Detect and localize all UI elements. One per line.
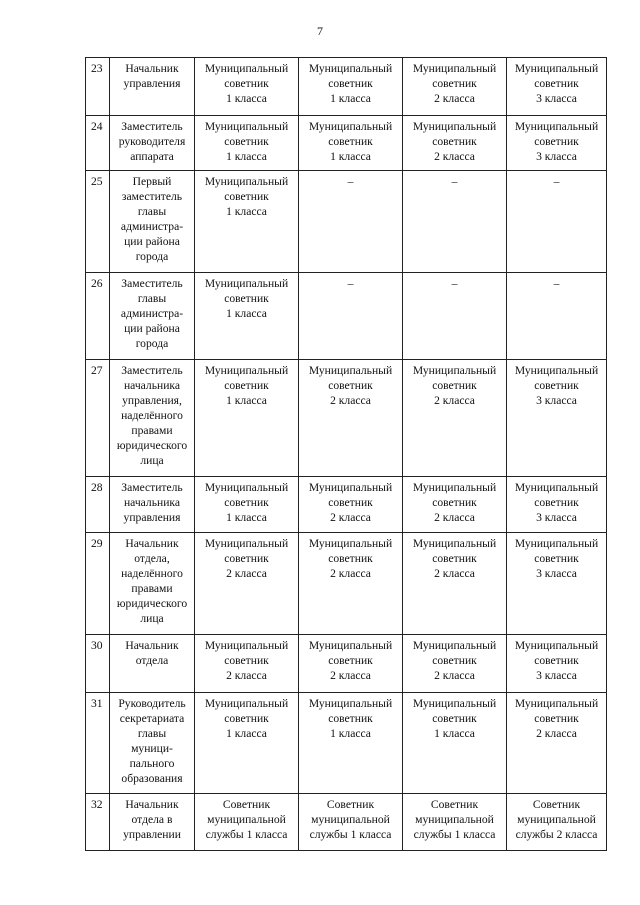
rank-cell: Муниципальный советник 2 класса: [403, 533, 507, 635]
rank-cell: Муниципальный советник 1 класса: [195, 693, 299, 794]
rank-cell: Муниципальный советник 2 класса: [403, 635, 507, 693]
rank-cell: Муниципальный советник 1 класса: [195, 171, 299, 273]
rank-cell: Муниципальный советник 2 класса: [299, 635, 403, 693]
rank-cell: Советник муниципальной службы 1 класса: [403, 794, 507, 851]
rank-cell: Муниципальный советник 1 класса: [299, 116, 403, 171]
position-cell: Начальник управления: [110, 58, 195, 116]
rank-cell: Муниципальный советник 1 класса: [195, 116, 299, 171]
table-row: [86, 360, 607, 477]
page-number: 7: [317, 24, 323, 38]
position-cell: Заместитель начальника управления: [110, 477, 195, 533]
row-number: 30: [86, 635, 110, 693]
table-row: [86, 273, 607, 360]
position-cell: Первый заместитель главы администра- ции района города: [110, 171, 195, 273]
rank-cell: Муниципальный советник 3 класса: [507, 58, 607, 116]
rank-cell: Муниципальный советник 1 класса: [195, 58, 299, 116]
rank-cell: –: [299, 171, 403, 273]
row-number: 28: [86, 477, 110, 533]
rank-cell: –: [299, 273, 403, 360]
rank-cell: Муниципальный советник 3 класса: [507, 477, 607, 533]
rank-cell: –: [403, 171, 507, 273]
table-row: [86, 116, 607, 171]
rank-cell: Муниципальный советник 2 класса: [195, 533, 299, 635]
row-number: 31: [86, 693, 110, 794]
row-number: 24: [86, 116, 110, 171]
table-row: [86, 58, 607, 116]
rank-cell: Муниципальный советник 2 класса: [403, 116, 507, 171]
class-rank-table: [85, 57, 607, 851]
rank-cell: –: [403, 273, 507, 360]
position-cell: Заместитель главы администра- ции района города: [110, 273, 195, 360]
table-row: [86, 477, 607, 533]
rank-cell: Муниципальный советник 3 класса: [507, 635, 607, 693]
rank-cell: Муниципальный советник 1 класса: [299, 693, 403, 794]
rank-cell: Муниципальный советник 3 класса: [507, 116, 607, 171]
position-cell: Начальник отдела, наделённого правами юридического лица: [110, 533, 195, 635]
rank-cell: Муниципальный советник 2 класса: [507, 693, 607, 794]
rank-cell: Муниципальный советник 2 класса: [299, 477, 403, 533]
rank-cell: Муниципальный советник 1 класса: [403, 693, 507, 794]
rank-cell: –: [507, 273, 607, 360]
table-row: [86, 171, 607, 273]
rank-cell: Советник муниципальной службы 1 класса: [195, 794, 299, 851]
position-cell: Заместитель начальника управления, наделённого правами юридического лица: [110, 360, 195, 477]
row-number: 29: [86, 533, 110, 635]
rank-cell: –: [507, 171, 607, 273]
table-row: [86, 533, 607, 635]
position-cell: Начальник отдела в управлении: [110, 794, 195, 851]
rank-cell: Муниципальный советник 1 класса: [195, 273, 299, 360]
rank-cell: Муниципальный советник 2 класса: [299, 360, 403, 477]
rank-cell: Муниципальный советник 2 класса: [403, 58, 507, 116]
rank-cell: Муниципальный советник 3 класса: [507, 533, 607, 635]
table-row: [86, 635, 607, 693]
rank-cell: Муниципальный советник 1 класса: [195, 360, 299, 477]
table-row: [86, 794, 607, 851]
row-number: 25: [86, 171, 110, 273]
rank-cell: Муниципальный советник 2 класса: [195, 635, 299, 693]
table-row: [86, 693, 607, 794]
row-number: 26: [86, 273, 110, 360]
row-number: 32: [86, 794, 110, 851]
rank-cell: Муниципальный советник 2 класса: [299, 533, 403, 635]
position-cell: Заместитель руководителя аппарата: [110, 116, 195, 171]
position-cell: Руководитель секретариата главы муници- пального образования: [110, 693, 195, 794]
row-number: 27: [86, 360, 110, 477]
rank-cell: Муниципальный советник 1 класса: [195, 477, 299, 533]
rank-cell: Советник муниципальной службы 2 класса: [507, 794, 607, 851]
row-number: 23: [86, 58, 110, 116]
rank-cell: Муниципальный советник 2 класса: [403, 360, 507, 477]
rank-cell: Советник муниципальной службы 1 класса: [299, 794, 403, 851]
rank-cell: Муниципальный советник 3 класса: [507, 360, 607, 477]
rank-cell: Муниципальный советник 2 класса: [403, 477, 507, 533]
position-cell: Начальник отдела: [110, 635, 195, 693]
rank-cell: Муниципальный советник 1 класса: [299, 58, 403, 116]
